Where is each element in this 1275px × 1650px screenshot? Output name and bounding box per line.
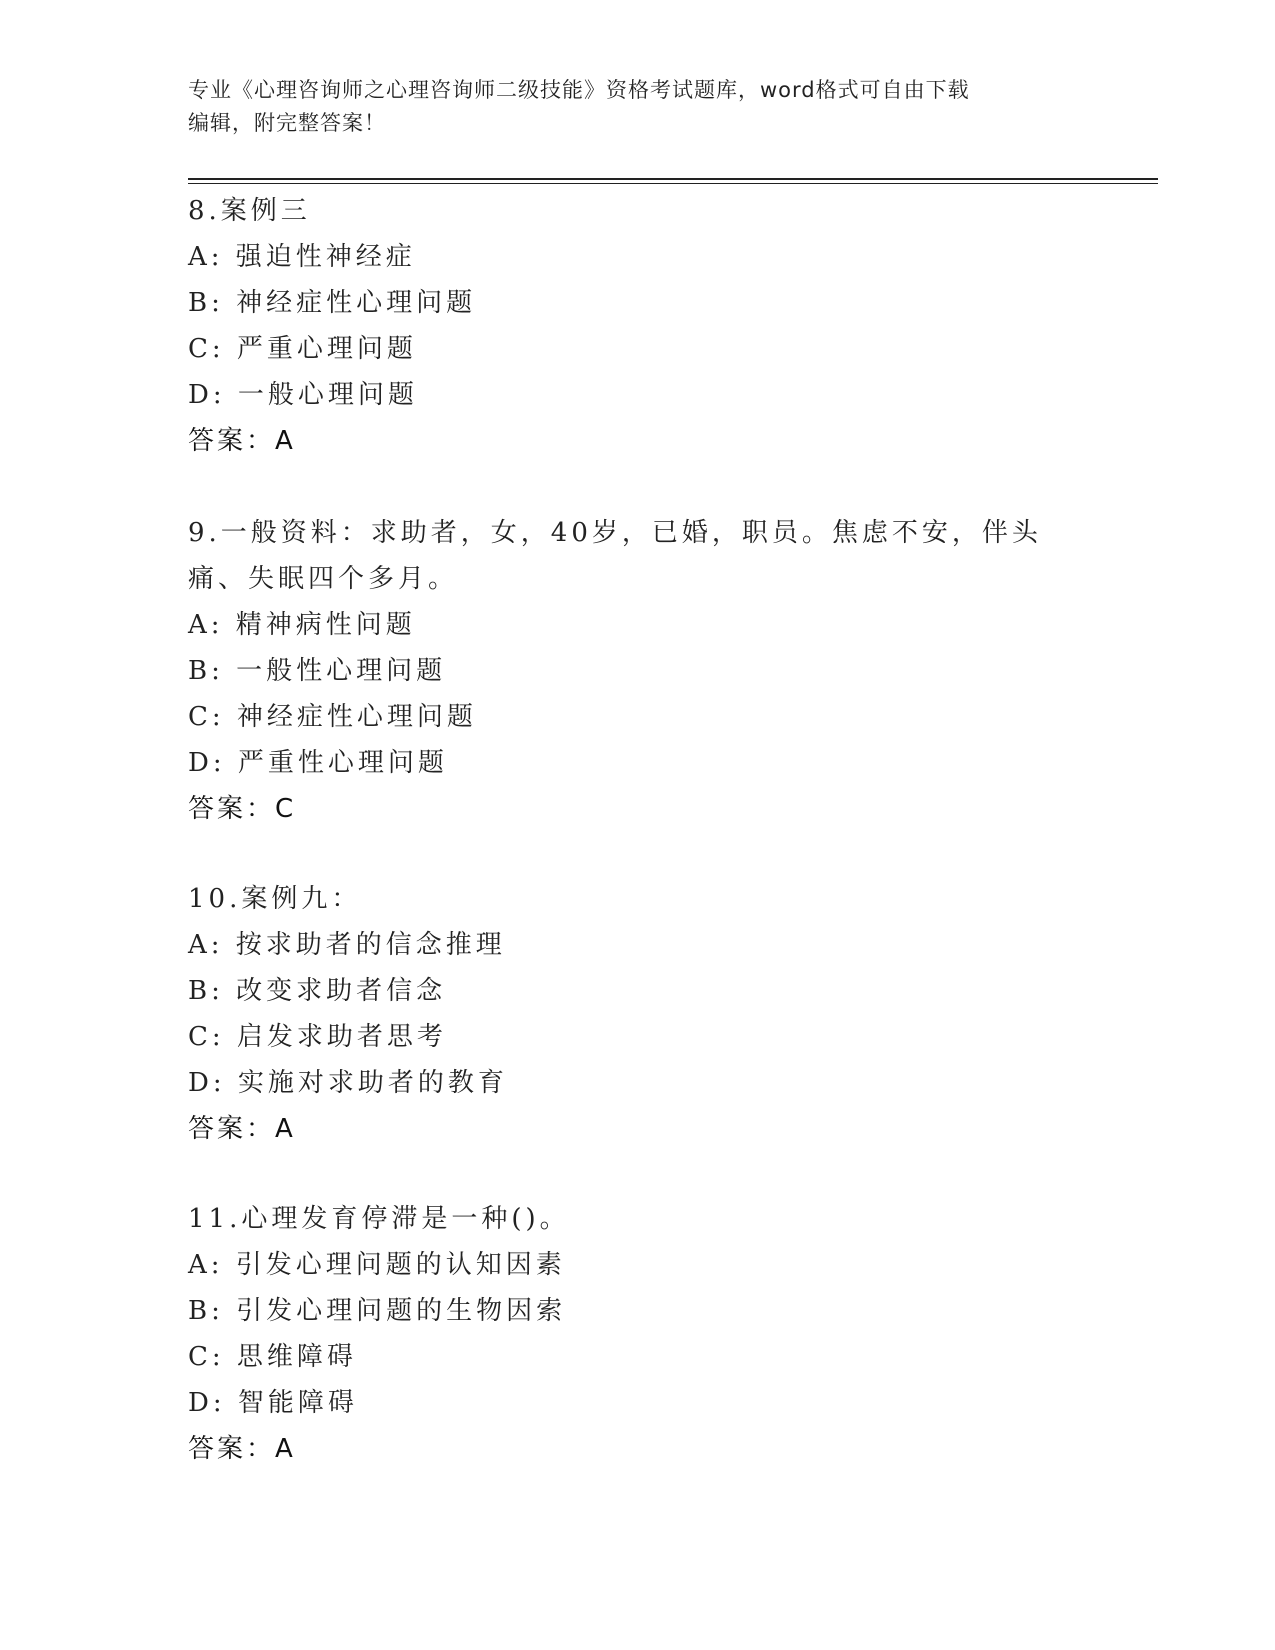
question-block bbox=[188, 1196, 1088, 1472]
question-block bbox=[188, 510, 1088, 832]
option-c: C: 启发求助者思考 bbox=[188, 1022, 447, 1052]
option-b: B: 神经症性心理问题 bbox=[188, 288, 477, 318]
option-a: A: 引发心理问题的认知因素 bbox=[188, 1250, 566, 1280]
option-b: B: 一般性心理问题 bbox=[188, 656, 447, 686]
question-stem: 9.一般资料：求助者，女，40岁，已婚，职员。焦虑不安，伴头痛、失眠四个多月。 bbox=[188, 518, 1042, 594]
option-b: B: 改变求助者信念 bbox=[188, 976, 447, 1006]
header-line-2: 编辑，附完整答案！ bbox=[188, 111, 386, 135]
question-block bbox=[188, 876, 1088, 1152]
option-a: A: 精神病性问题 bbox=[188, 610, 416, 640]
option-d: D: 一般心理问题 bbox=[188, 380, 418, 410]
option-c: C: 神经症性心理问题 bbox=[188, 702, 477, 732]
question-stem: 10.案例九： bbox=[188, 884, 362, 914]
question-block bbox=[188, 188, 1088, 464]
option-c: C: 思维障碍 bbox=[188, 1342, 357, 1372]
header-divider bbox=[188, 178, 1158, 180]
answer: 答案：A bbox=[188, 1434, 296, 1464]
header-line-1: 专业《心理咨询师之心理咨询师二级技能》资格考试题库，word格式可自由下载 bbox=[188, 78, 970, 102]
option-a: A: 强迫性神经症 bbox=[188, 242, 416, 272]
option-d: D: 实施对求助者的教育 bbox=[188, 1068, 508, 1098]
answer: 答案：A bbox=[188, 426, 296, 456]
answer: 答案：A bbox=[188, 1114, 296, 1144]
option-c: C: 严重心理问题 bbox=[188, 334, 417, 364]
option-d: D: 严重性心理问题 bbox=[188, 748, 448, 778]
question-stem: 8.案例三 bbox=[188, 196, 311, 226]
question-stem: 11.心理发育停滞是一种()。 bbox=[188, 1204, 570, 1234]
option-a: A: 按求助者的信念推理 bbox=[188, 930, 506, 960]
option-b: B: 引发心理问题的生物因索 bbox=[188, 1296, 567, 1326]
header-divider-thin bbox=[188, 183, 1158, 184]
option-d: D: 智能障碍 bbox=[188, 1388, 358, 1418]
answer: 答案：C bbox=[188, 794, 297, 824]
document-header bbox=[188, 74, 1088, 140]
